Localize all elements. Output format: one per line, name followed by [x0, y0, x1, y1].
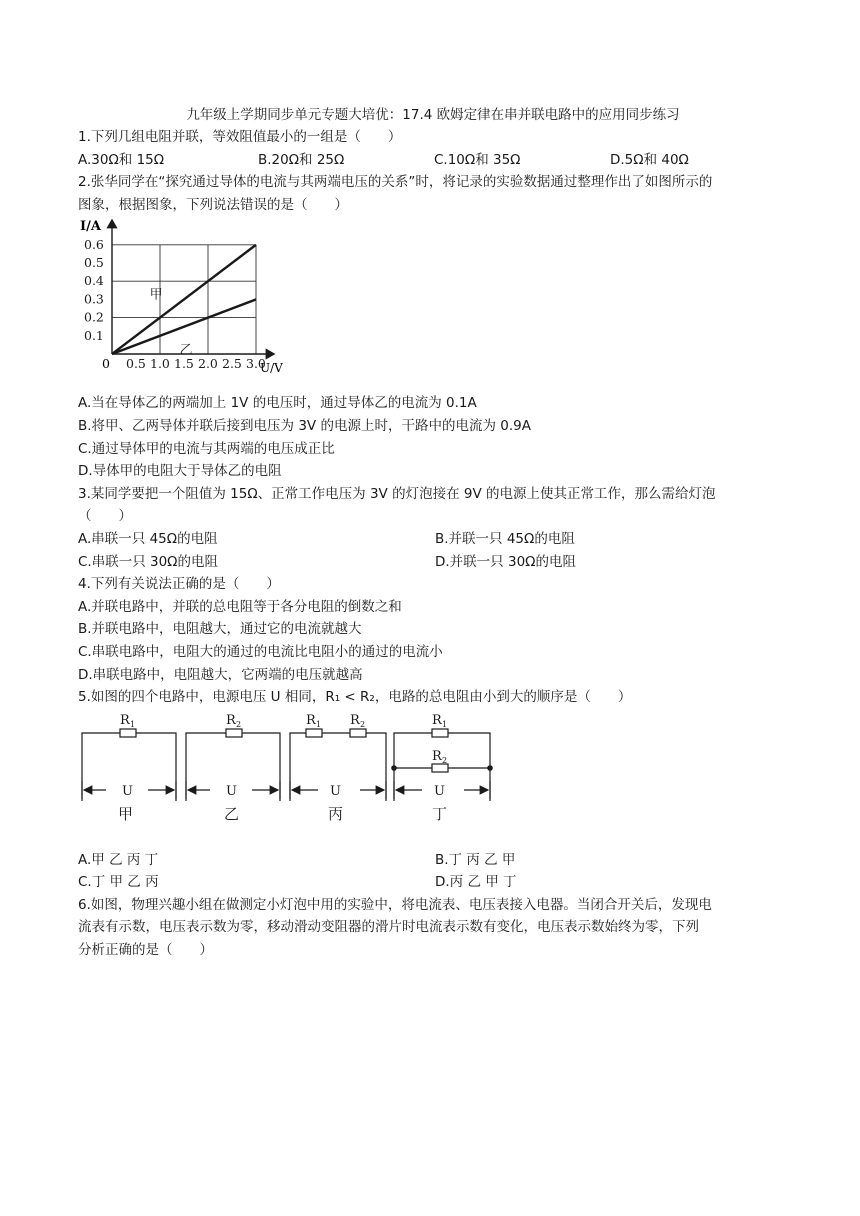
- q2-option-d: D.导体甲的电阻大于导体乙的电阻: [78, 463, 282, 480]
- circuit-ding-resistor-mid-label: R: [432, 748, 442, 764]
- q2-option-a: A.当在导体乙的两端加上 1V 的电压时，通过导体乙的电流为 0.1A: [78, 395, 477, 412]
- q1-options: [78, 149, 788, 172]
- resistor-r1: [306, 729, 322, 737]
- x-tick-label: 0.5: [126, 356, 146, 372]
- y-tick-label: 0.5: [84, 255, 104, 271]
- circuit-jia-resistor-sub: 1: [130, 719, 136, 729]
- x-axis-label: U/V: [260, 361, 283, 376]
- origin-label: 0: [102, 356, 110, 372]
- q3-options-row-2: [78, 551, 788, 574]
- q3-option-b: B.并联一只 45Ω的电阻: [435, 530, 575, 547]
- y-tick-label: 0.3: [84, 291, 104, 307]
- q4-stem: 4.下列有关说法正确的是（ ）: [78, 576, 280, 593]
- y-tick-label: 0.2: [84, 309, 104, 325]
- circuits-figure: [78, 709, 788, 849]
- circuit-bing: [290, 713, 386, 823]
- y-tick-label: 0.1: [84, 328, 104, 344]
- series-line-jia: [112, 245, 256, 354]
- x-tick-label: 3.0: [246, 356, 266, 372]
- q3-stem-line-1: 3.某同学要把一个阻值为 15Ω、正常工作电压为 3V 的灯泡接在 9V 的电源上使其正常工作，那么需给灯泡: [78, 485, 716, 502]
- resistor-r2: [432, 764, 448, 772]
- q2-option-b: B.将甲、乙两导体并联后接到电压为 3V 的电源上时，干路中的电流为 0.9A: [78, 417, 531, 434]
- q6-stem-line-1: 6.如图，物理兴趣小组在做测定小灯泡中用的实验中，将电流表、电压表接入电器。当闭合开关后，发现电: [78, 896, 712, 913]
- worksheet-title: 九年级上学期同步单元专题大培优：17.4 欧姆定律在串并联电路中的应用同步练习: [186, 107, 680, 123]
- circuit-bing-resistor-b-sub: 2: [360, 719, 366, 729]
- circuit-jia-caption: 甲: [118, 804, 134, 823]
- x-tick-label: 2.5: [222, 356, 242, 372]
- q3-option-c: C.串联一只 30Ω的电阻: [78, 553, 219, 570]
- worksheet-page: [78, 104, 788, 962]
- resistor-r2: [226, 729, 242, 737]
- circuit-bing-resistor-a-sub: 1: [316, 719, 322, 729]
- circuit-jia-resistor-label: R: [120, 712, 130, 728]
- circuit-yi-caption: 乙: [224, 804, 240, 823]
- resistor-r1: [120, 729, 136, 737]
- q5-option-d: D.丙 乙 甲 丁: [435, 874, 517, 891]
- x-tick-label: 1.5: [174, 356, 194, 372]
- circuit-ding-voltage-label: U: [434, 783, 445, 799]
- q1-option-d: D.5Ω和 40Ω: [610, 151, 689, 168]
- q3-options-row-1: [78, 528, 788, 551]
- q2-option-c: C.通过导体甲的电流与其两端的电压成正比: [78, 440, 335, 457]
- circuit-jia-voltage-label: U: [122, 783, 133, 799]
- y-tick-label: 0.6: [84, 237, 104, 253]
- junction-dot-left: [392, 765, 396, 769]
- iu-graph: [76, 216, 296, 392]
- q5-stem: 5.如图的四个电路中，电源电压 U 相同，R₁ < R₂，电路的总电阻由小到大的顺序是（ ）: [78, 689, 632, 706]
- q1-option-b: B.20Ω和 25Ω: [258, 151, 345, 168]
- graph-series: [112, 245, 256, 358]
- y-tick-label: 0.4: [84, 273, 104, 289]
- circuit-ding: [392, 713, 492, 823]
- circuit-bing-resistor-b-label: R: [350, 712, 360, 728]
- circuit-yi-resistor-label: R: [226, 712, 236, 728]
- circuit-ding-caption: 丁: [432, 804, 448, 823]
- circuit-yi: [186, 713, 280, 823]
- circuit-ding-resistor-mid-sub: 2: [442, 755, 448, 765]
- circuit-bing-resistor-a-label: R: [306, 712, 316, 728]
- q5-option-c: C.丁 甲 乙 丙: [78, 874, 159, 891]
- circuit-yi-resistor-sub: 2: [236, 719, 242, 729]
- series-label-jia: 甲: [149, 287, 163, 303]
- x-tick-label: 2.0: [198, 356, 218, 372]
- q2-stem-line-1: 2.张华同学在“探究通过导体的电流与其两端电压的关系”时，将记录的实验数据通过整理作出了如图所示的: [78, 174, 713, 191]
- resistor-r2: [350, 729, 366, 737]
- q5-option-a: A.甲 乙 丙 丁: [78, 851, 159, 868]
- q5-options-row-2: [78, 871, 788, 894]
- series-label-yi: 乙: [179, 343, 193, 359]
- circuit-jia: [82, 713, 176, 823]
- circuit-bing-caption: 丙: [328, 804, 344, 823]
- q6-stem-line-2: 流表有示数，电压表示数为零，移动滑动变阻器的滑片时电流表示数有变化，电压表示数始终为零，下列: [78, 919, 699, 936]
- q4-option-b: B.并联电路中，电阻越大，通过它的电流就越大: [78, 621, 362, 638]
- q2-stem-line-2: 图象，根据图象，下列说法错误的是（ ）: [78, 196, 348, 213]
- circuit-yi-voltage-label: U: [226, 783, 237, 799]
- q5-option-b: B.丁 丙 乙 甲: [435, 851, 516, 868]
- q3-stem-line-2: （ ）: [78, 508, 132, 525]
- q1-option-a: A.30Ω和 15Ω: [78, 151, 165, 168]
- q3-option-d: D.并联一只 30Ω的电阻: [435, 553, 576, 570]
- circuit-ding-resistor-top-sub: 1: [442, 719, 448, 729]
- circuit-bing-voltage-label: U: [330, 783, 341, 799]
- circuit-ding-resistor-top-label: R: [432, 712, 442, 728]
- q5-options-row-1: [78, 849, 788, 872]
- iu-graph-figure: [78, 216, 788, 392]
- q1-option-c: C.10Ω和 35Ω: [434, 151, 521, 168]
- q4-option-c: C.串联电路中，电阻大的通过的电流比电阻小的通过的电流小: [78, 643, 443, 660]
- y-axis-label: I/A: [80, 219, 101, 235]
- resistor-r1: [432, 729, 448, 737]
- circuit-diagrams: [78, 709, 508, 849]
- q1-stem: 1.下列几组电阻并联，等效阻值最小的一组是（ ）: [78, 129, 402, 145]
- junction-dot-right: [488, 765, 492, 769]
- q3-option-a: A.串联一只 45Ω的电阻: [78, 530, 218, 547]
- q4-option-d: D.串联电路中，电阻越大，它两端的电压就越高: [78, 666, 363, 683]
- q4-option-a: A.并联电路中，并联的总电阻等于各分电阻的倒数之和: [78, 598, 402, 615]
- q6-stem-line-3: 分析正确的是（ ）: [78, 942, 213, 959]
- x-tick-label: 1.0: [150, 356, 170, 372]
